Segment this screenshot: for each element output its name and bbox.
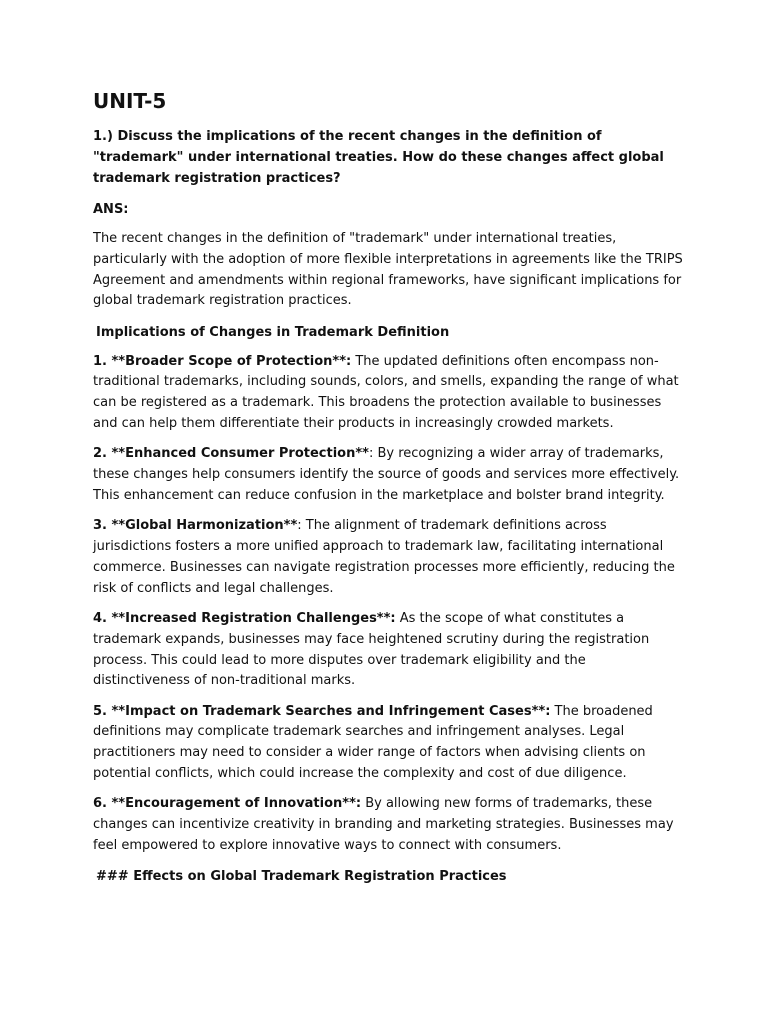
point-item (93, 352, 683, 435)
point-lead: 3. **Global Harmonization** (93, 518, 298, 534)
point-text: As the scope of what constitutes a trademark expands, businesses may face heightened scrutiny during the registration process. This could lead to more disputes over trademark eligibility and the distinctiveness of non-traditional marks. (93, 610, 650, 689)
document-page (93, 88, 683, 896)
point-item (93, 609, 683, 692)
point-lead: 6. **Encouragement of Innovation**: (93, 796, 362, 812)
point-text: : By recognizing a wider array of trademarks, these changes help consumers identify the source of goods and services more effectively. This enhancement can reduce confusion in the marketplace and bolster brand integrity. (93, 446, 680, 503)
point-item (93, 702, 683, 785)
point-lead: 4. **Increased Registration Challenges**: (93, 610, 396, 626)
point-item (93, 444, 683, 506)
intro-paragraph: The recent changes in the definition of "trademark" under international treaties, particularly with the adoption of more flexible interpretations in agreements like the TRIPS Agreement and amendments within regional frameworks, have significant implications for global trademark registration practices. (93, 231, 683, 309)
next-section-heading: ### Effects on Global Trademark Registration Practices (96, 869, 507, 885)
point-lead: 5. **Impact on Trademark Searches and Infringement Cases**: (93, 703, 551, 719)
unit-title: UNIT-5 (93, 89, 167, 113)
section-heading: Implications of Changes in Trademark Definition (96, 324, 450, 340)
question-text: 1.) Discuss the implications of the recent changes in the definition of "trademark" under international treaties. How do these changes affect global trademark registration practices? (93, 129, 664, 186)
point-lead: 1. **Broader Scope of Protection**: (93, 353, 352, 369)
point-text: By allowing new forms of trademarks, these changes can incentivize creativity in branding and marketing strategies. Businesses may feel empowered to explore innovative ways to connect with consumers. (93, 796, 674, 853)
point-text: The updated definitions often encompass non-traditional trademarks, including sounds, colors, and smells, expanding the range of what can be registered as a trademark. This broadens the protection available to businesses and can help them differentiate their products in increasingly crowded markets. (93, 353, 679, 432)
point-item (93, 516, 683, 599)
answer-label: ANS: (93, 202, 129, 217)
point-text: : The alignment of trademark definitions across jurisdictions fosters a more unified approach to trademark law, facilitating international commerce. Businesses can navigate registration processes more efficiently, reducing the risk of conflicts and legal challenges. (93, 518, 675, 596)
point-lead: 2. **Enhanced Consumer Protection** (93, 446, 369, 462)
point-text: The broadened definitions may complicate trademark searches and infringement analyses. Legal practitioners may need to consider a wider range of factors when advising clients on potential conflicts, which could increase the complexity and cost of due diligence. (93, 703, 653, 782)
point-item (93, 794, 683, 856)
